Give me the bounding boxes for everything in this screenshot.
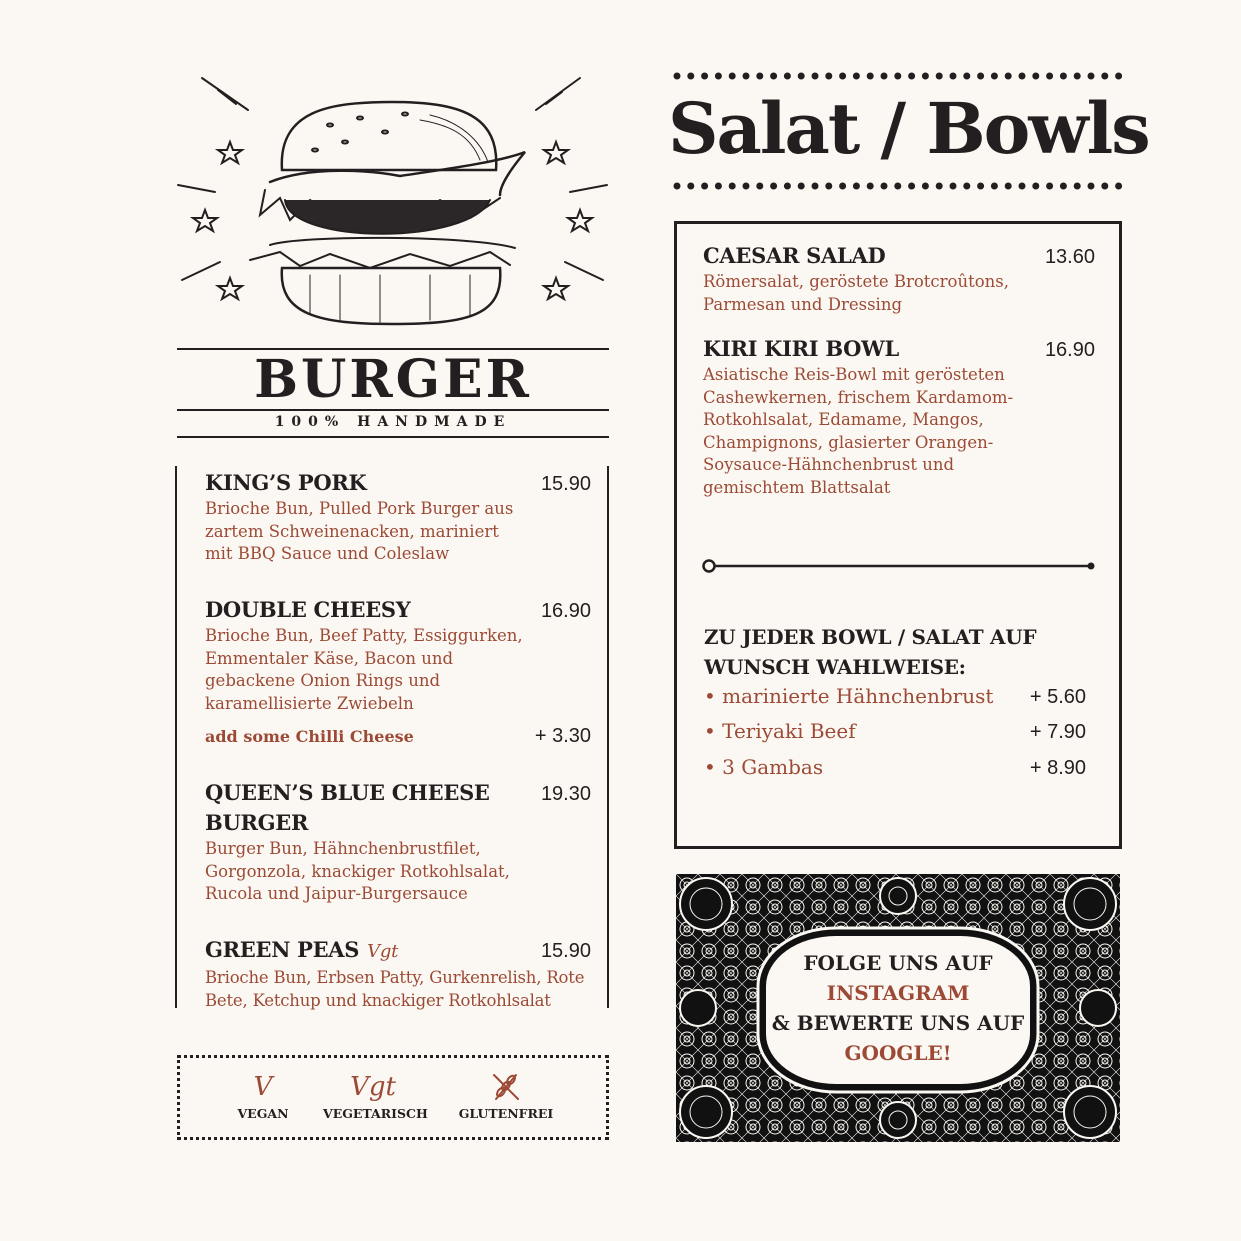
extra-label: add some Chilli Cheese — [205, 727, 414, 746]
wheat-crossed-icon — [456, 1070, 556, 1104]
salat-menu-box — [674, 221, 1122, 849]
burger-subtitle: 100% HANDMADE — [274, 414, 512, 430]
item-name: GREEN PEAS — [205, 937, 360, 962]
menu-item-green-peas — [205, 935, 591, 1012]
menu-item-queens-blue-cheese — [205, 778, 591, 906]
salat-section-title: Salat / Bowls — [668, 87, 1149, 170]
addon-row — [704, 755, 1086, 780]
addon-name: • Teriyaki Beef — [704, 719, 856, 743]
item-name: CAESAR SALAD — [703, 243, 886, 268]
burger-section-title: BURGER — [254, 349, 532, 410]
menu-item-double-cheesy — [205, 595, 591, 748]
legend-label: VEGETARISCH — [323, 1106, 428, 1121]
addon-name: • 3 Gambas — [704, 755, 824, 779]
diet-legend — [177, 1055, 609, 1140]
legend-glutenfree — [456, 1070, 556, 1121]
legend-label: VEGAN — [237, 1106, 289, 1121]
item-description: Asiatische Reis-Bowl mit gerösteten Cashewkernen, frischem Kardamom-Rotkohlsalat, Edamame, Mangos, Champignons, glasierter Orangen-Soysauce-Hähnchenbrust und gemischtem Blattsalat — [703, 365, 1014, 497]
item-name-wrap — [205, 935, 515, 967]
google-link[interactable]: GOOGLE! — [844, 1041, 952, 1065]
title-rule-middle — [177, 409, 609, 411]
item-description: Römersalat, geröstete Brotcroûtons, Parmesan und Dressing — [703, 272, 1010, 314]
extra-price: + 3.30 — [534, 725, 591, 747]
dotted-divider-bottom — [672, 181, 1124, 191]
item-price: 16.90 — [1044, 339, 1095, 361]
legend-label: GLUTENFREI — [458, 1106, 554, 1121]
social-media-panel — [676, 874, 1120, 1142]
vegetarian-tag: Vgt — [367, 941, 399, 962]
decorative-divider-line — [701, 558, 1095, 574]
item-price: 19.30 — [540, 783, 591, 805]
addon-row — [704, 684, 1086, 709]
item-price: 15.90 — [540, 940, 591, 962]
addon-name: • marinierte Hähnchenbrust — [704, 684, 994, 708]
item-name: QUEEN’S BLUE CHEESE BURGER — [205, 780, 490, 835]
menu-item-caesar-salad — [703, 241, 1095, 316]
item-price: 16.90 — [540, 600, 591, 622]
follow-text: FOLGE UNS AUF — [803, 951, 993, 975]
addon-price: + 8.90 — [1029, 757, 1086, 779]
burger-illustration — [170, 70, 615, 335]
addon-price: + 5.60 — [1029, 686, 1086, 708]
dotted-divider-top — [672, 71, 1124, 81]
review-text: & BEWERTE UNS AUF — [771, 1011, 1025, 1035]
burger-menu-list — [175, 466, 609, 1008]
legend-vegetarian — [323, 1070, 428, 1121]
title-rule-bottom — [177, 436, 609, 438]
legend-vegan — [230, 1070, 296, 1121]
item-price: 13.60 — [1044, 246, 1095, 268]
item-name: DOUBLE CHEESY — [205, 597, 411, 622]
addon-row — [704, 719, 1086, 744]
addon-price: + 7.90 — [1029, 721, 1086, 743]
addon-heading: ZU JEDER BOWL / SALAT AUF WUNSCH WAHLWEISE: — [704, 625, 1037, 679]
item-description: Burger Bun, Hähnchenbrustfilet, Gorgonzola, knackiger Rotkohlsalat, Rucola und Jaipur-Burgersauce — [205, 839, 510, 903]
item-description: Brioche Bun, Beef Patty, Essiggurken, Emmentaler Käse, Bacon und gebackene Onion Rings und karamellisierte Zwiebeln — [205, 626, 523, 713]
item-name: KING’S PORK — [205, 470, 367, 495]
social-callout — [676, 948, 1120, 1068]
vegan-icon: V — [253, 1072, 273, 1102]
vegetarian-icon: Vgt — [350, 1072, 396, 1102]
item-name: KIRI KIRI BOWL — [703, 336, 899, 361]
menu-item-kiri-kiri-bowl — [703, 334, 1095, 499]
menu-item-kings-pork — [205, 468, 591, 566]
item-price: 15.90 — [540, 473, 591, 495]
item-description: Brioche Bun, Pulled Pork Burger aus zartem Schweinenacken, mariniert mit BBQ Sauce und Coleslaw — [205, 499, 514, 563]
item-description: Brioche Bun, Erbsen Patty, Gurkenrelish, Rote Bete, Ketchup und knackiger Rotkohlsalat — [205, 968, 585, 1010]
instagram-link[interactable]: INSTAGRAM — [826, 981, 970, 1005]
extra-option — [205, 725, 591, 748]
